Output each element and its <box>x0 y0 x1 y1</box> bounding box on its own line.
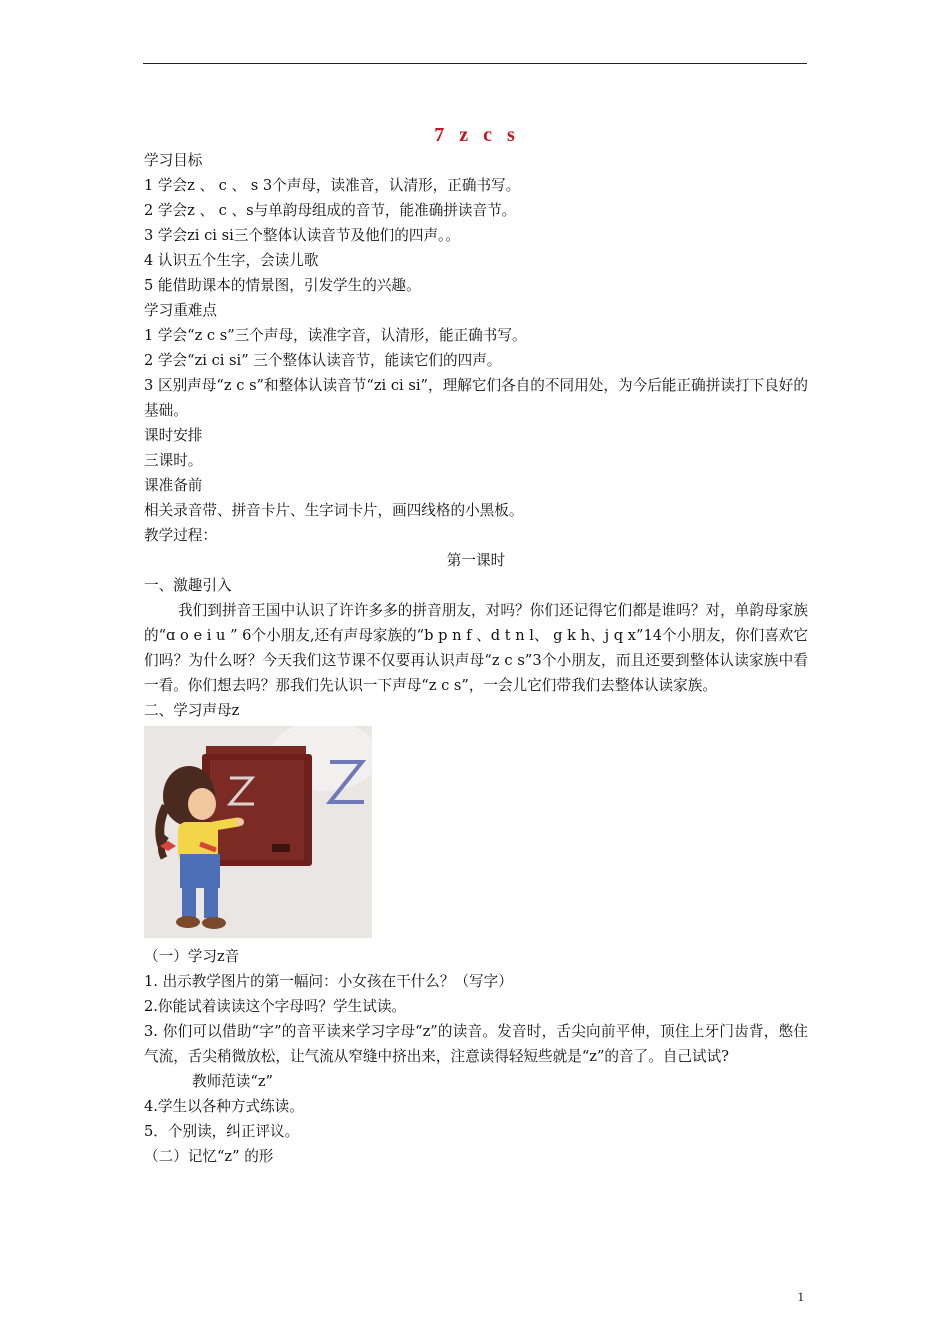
step-item: 5．个别读，纠正评议。 <box>144 1123 300 1140</box>
header-rule <box>143 63 807 64</box>
step-item: 3. 你们可以借助“字”的音平读来学习字母“z”的读音。发音时，舌尖向前平伸，顶住上牙门齿背，憋住气流，舌尖稍微放松，让气流从窄缝中挤出来，注意读得轻短些就是“z”的音了。自己试试? <box>144 1023 808 1065</box>
key-points-heading: 学习重难点 <box>144 302 217 319</box>
prep-text: 相关录音带、拼音卡片、生字词卡片，画四线格的小黑板。 <box>144 502 524 519</box>
intro-paragraph: 我们到拼音王国中认识了许许多多的拼音朋友，对吗？你们还记得它们都是谁吗？对，单韵母家族的“ɑ o e i u ” 6个小朋友,还有声母家族的“b p n f 、d t n l、 g k h、j q x”14个小朋友，你们喜欢它们吗？为什么呀？今天我们这节课不仅要再认识声母“z c s”3个小朋友，而且还要到整体认读家族中看一看。你们想去吗？那我们先认识一下声母“z c s”，一会儿它们带我们去整体认读家族。 <box>144 602 808 694</box>
sub2-heading: （二）记忆“z” 的形 <box>144 1148 274 1165</box>
document-body <box>144 148 808 1169</box>
schedule-heading: 课时安排 <box>144 427 203 444</box>
key-point-item: 1 学会“z c s”三个声母，读准字音，认清形，能正确书写。 <box>144 327 527 344</box>
step-item: 1. 出示教学图片的第一幅问：小女孩在干什么？（写字） <box>144 973 513 990</box>
sub1-heading: （一）学习z音 <box>144 948 240 965</box>
lesson-period-title: 第一课时 <box>446 552 506 569</box>
goal-item: 5 能借助课本的情景图，引发学生的兴趣。 <box>144 277 421 294</box>
key-point-item: 2 学会“zi ci si” 三个整体认读音节，能读它们的四声。 <box>144 352 502 369</box>
step-item: 4.学生以各种方式练读。 <box>144 1098 304 1115</box>
schedule-text: 三课时。 <box>144 452 203 469</box>
page-number: 1 <box>797 1289 804 1304</box>
goal-item: 3 学会zi ci si三个整体认读音节及他们的四声。。 <box>144 227 460 244</box>
girl-writing-z-illustration <box>144 726 372 938</box>
lesson-title: 7 z c s <box>434 124 516 146</box>
goal-item: 2 学会z 、 c 、s与单韵母组成的音节，能准确拼读音节。 <box>144 202 517 219</box>
intro-heading: 一、激趣引入 <box>144 577 232 594</box>
learn-z-heading: 二、学习声母z <box>144 702 240 719</box>
key-point-item: 3 区别声母“z c s”和整体认读音节“zi ci si”，理解它们各自的不同用处，为今后能正确拼读打下良好的基础。 <box>144 377 808 419</box>
prep-heading: 课准备前 <box>144 477 203 494</box>
process-heading: 教学过程： <box>144 527 217 544</box>
goal-item: 4 认识五个生字，会读儿歌 <box>144 252 319 269</box>
goal-item: 1 学会z 、 c 、 s 3个声母，读准音，认清形，正确书写。 <box>144 177 521 194</box>
goals-heading: 学习目标 <box>144 152 203 169</box>
step-item: 教师范读“z” <box>192 1073 273 1090</box>
step-item: 2.你能试着读读这个字母吗？学生试读。 <box>144 998 407 1015</box>
